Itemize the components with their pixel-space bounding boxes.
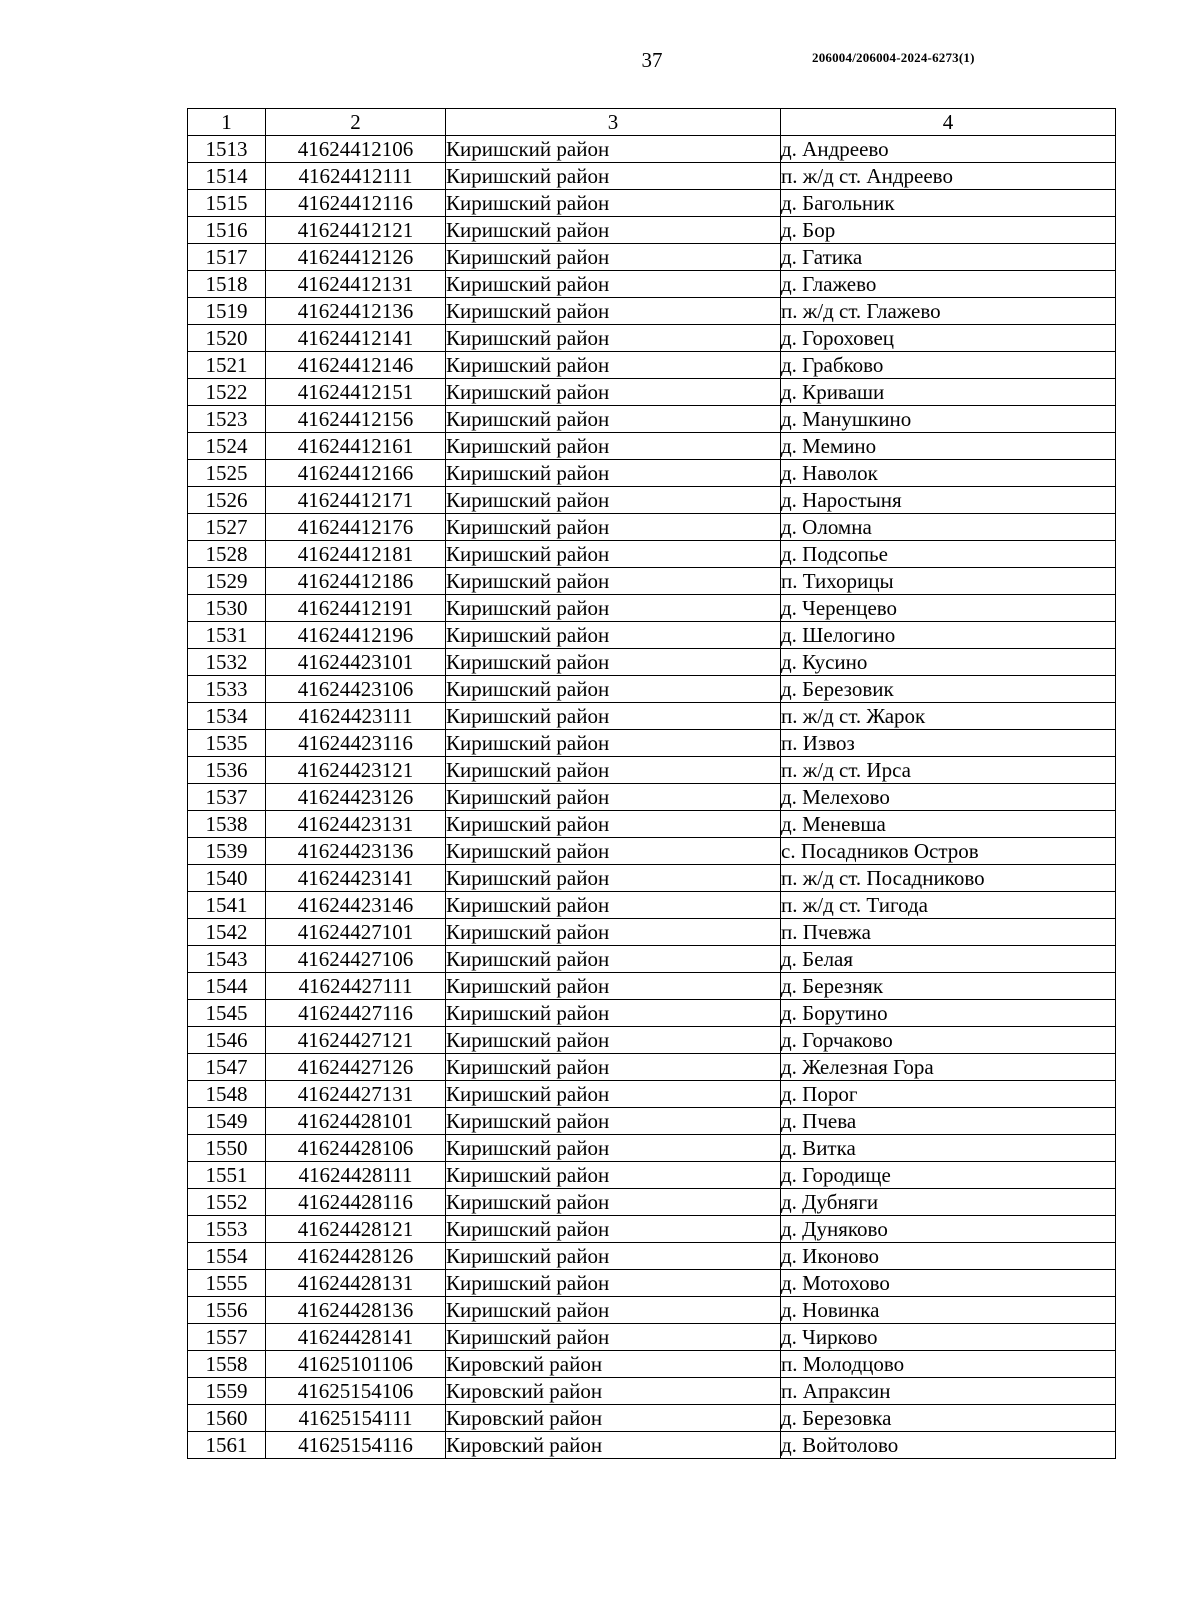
table-row [188,1378,1116,1405]
locality-cell: д. Наволок [781,460,1116,487]
row-number-cell: 1531 [188,622,266,649]
district-cell: Киришский район [446,271,781,298]
code-cell: 41624412151 [266,379,446,406]
code-cell: 41624423101 [266,649,446,676]
locality-cell: п. ж/д ст. Глажево [781,298,1116,325]
table-row [188,1351,1116,1378]
code-cell: 41624412161 [266,433,446,460]
district-cell: Киришский район [446,1081,781,1108]
code-cell: 41624423126 [266,784,446,811]
table-row [188,703,1116,730]
table-row [188,433,1116,460]
district-cell: Киришский район [446,892,781,919]
row-number-cell: 1548 [188,1081,266,1108]
code-cell: 41624428101 [266,1108,446,1135]
locality-cell: п. Извоз [781,730,1116,757]
table-row [188,865,1116,892]
locality-cell: п. ж/д ст. Андреево [781,163,1116,190]
table-row [188,1297,1116,1324]
district-cell: Киришский район [446,1216,781,1243]
locality-cell: д. Черенцево [781,595,1116,622]
code-cell: 41624423131 [266,811,446,838]
locality-cell: д. Гороховец [781,325,1116,352]
district-cell: Киришский район [446,811,781,838]
locality-cell: д. Горчаково [781,1027,1116,1054]
district-cell: Киришский район [446,1054,781,1081]
table-row [188,730,1116,757]
locality-cell: д. Манушкино [781,406,1116,433]
row-number-cell: 1518 [188,271,266,298]
row-number-cell: 1557 [188,1324,266,1351]
district-cell: Киришский район [446,352,781,379]
table-row [188,1162,1116,1189]
district-cell: Киришский район [446,541,781,568]
code-cell: 41624412181 [266,541,446,568]
district-cell: Киришский район [446,1270,781,1297]
table-row [188,352,1116,379]
table-row [188,649,1116,676]
locality-cell: д. Оломна [781,514,1116,541]
locality-cell: д. Меневша [781,811,1116,838]
district-cell: Киришский район [446,757,781,784]
locality-cell: д. Железная Гора [781,1054,1116,1081]
code-cell: 41624412106 [266,136,446,163]
table-row [188,1216,1116,1243]
table-row [188,838,1116,865]
locality-cell: д. Березовка [781,1405,1116,1432]
locality-cell: д. Иконово [781,1243,1116,1270]
row-number-cell: 1542 [188,919,266,946]
locality-cell: п. Апраксин [781,1378,1116,1405]
code-cell: 41624428106 [266,1135,446,1162]
code-cell: 41624412156 [266,406,446,433]
row-number-cell: 1532 [188,649,266,676]
code-cell: 41624412171 [266,487,446,514]
row-number-cell: 1561 [188,1432,266,1459]
code-cell: 41624423116 [266,730,446,757]
row-number-cell: 1543 [188,946,266,973]
district-cell: Киришский район [446,1135,781,1162]
row-number-cell: 1522 [188,379,266,406]
code-cell: 41624412191 [266,595,446,622]
table-row [188,595,1116,622]
table-row [188,298,1116,325]
row-number-cell: 1541 [188,892,266,919]
code-cell: 41624428121 [266,1216,446,1243]
row-number-cell: 1538 [188,811,266,838]
table-row [188,1027,1116,1054]
row-number-cell: 1551 [188,1162,266,1189]
table-row [188,406,1116,433]
district-cell: Киришский район [446,379,781,406]
district-cell: Киришский район [446,514,781,541]
district-cell: Киришский район [446,784,781,811]
locality-cell: д. Мелехово [781,784,1116,811]
district-cell: Кировский район [446,1405,781,1432]
locality-cell: д. Шелогино [781,622,1116,649]
district-cell: Киришский район [446,136,781,163]
locality-cell: п. Тихорицы [781,568,1116,595]
table-row [188,1135,1116,1162]
district-cell: Киришский район [446,622,781,649]
district-cell: Киришский район [446,1297,781,1324]
district-cell: Киришский район [446,406,781,433]
table-row [188,379,1116,406]
row-number-cell: 1534 [188,703,266,730]
district-cell: Киришский район [446,973,781,1000]
row-number-cell: 1515 [188,190,266,217]
table-row [188,1270,1116,1297]
district-cell: Киришский район [446,568,781,595]
row-number-cell: 1523 [188,406,266,433]
code-cell: 41624423141 [266,865,446,892]
table-row [188,163,1116,190]
locality-cell: д. Багольник [781,190,1116,217]
code-cell: 41625101106 [266,1351,446,1378]
locality-cell: д. Белая [781,946,1116,973]
table-row [188,676,1116,703]
row-number-cell: 1549 [188,1108,266,1135]
district-cell: Киришский район [446,1162,781,1189]
table-row [188,217,1116,244]
row-number-cell: 1547 [188,1054,266,1081]
row-number-cell: 1553 [188,1216,266,1243]
district-cell: Киришский район [446,244,781,271]
locality-cell: д. Войтолово [781,1432,1116,1459]
table-row [188,1324,1116,1351]
locality-cell: д. Гатика [781,244,1116,271]
locality-cell: д. Кусино [781,649,1116,676]
row-number-cell: 1520 [188,325,266,352]
code-cell: 41624428126 [266,1243,446,1270]
row-number-cell: 1516 [188,217,266,244]
row-number-cell: 1514 [188,163,266,190]
code-cell: 41624412126 [266,244,446,271]
code-cell: 41624423136 [266,838,446,865]
locality-cell: д. Березняк [781,973,1116,1000]
district-cell: Киришский район [446,1324,781,1351]
district-cell: Киришский район [446,1027,781,1054]
row-number-cell: 1528 [188,541,266,568]
code-cell: 41624427126 [266,1054,446,1081]
table-row [188,1000,1116,1027]
district-cell: Киришский район [446,703,781,730]
row-number-cell: 1536 [188,757,266,784]
locality-cell: д. Дубняги [781,1189,1116,1216]
table-row [188,946,1116,973]
row-number-cell: 1554 [188,1243,266,1270]
locality-cell: д. Грабково [781,352,1116,379]
table-row [188,1243,1116,1270]
column-header-2: 2 [266,109,446,136]
locality-cell: д. Андреево [781,136,1116,163]
code-cell: 41624412141 [266,325,446,352]
code-cell: 41624412111 [266,163,446,190]
row-number-cell: 1539 [188,838,266,865]
locality-cell: п. Пчевжа [781,919,1116,946]
district-cell: Киришский район [446,730,781,757]
table-row [188,622,1116,649]
table-row [188,514,1116,541]
district-cell: Киришский район [446,838,781,865]
row-number-cell: 1530 [188,595,266,622]
locality-cell: д. Новинка [781,1297,1116,1324]
locality-cell: п. ж/д ст. Ирса [781,757,1116,784]
code-cell: 41624412166 [266,460,446,487]
locality-cell: д. Подсопье [781,541,1116,568]
table-row [188,1054,1116,1081]
code-cell: 41624427111 [266,973,446,1000]
row-number-cell: 1517 [188,244,266,271]
table-row [188,784,1116,811]
district-cell: Кировский район [446,1351,781,1378]
column-header-4: 4 [781,109,1116,136]
district-cell: Киришский район [446,649,781,676]
row-number-cell: 1555 [188,1270,266,1297]
table-header-row [188,109,1116,136]
code-cell: 41624423121 [266,757,446,784]
district-cell: Киришский район [446,865,781,892]
locality-cell: д. Криваши [781,379,1116,406]
district-cell: Киришский район [446,433,781,460]
code-cell: 41624427101 [266,919,446,946]
row-number-cell: 1540 [188,865,266,892]
row-number-cell: 1552 [188,1189,266,1216]
table-row [188,244,1116,271]
row-number-cell: 1535 [188,730,266,757]
code-cell: 41624428116 [266,1189,446,1216]
district-cell: Киришский район [446,298,781,325]
row-number-cell: 1556 [188,1297,266,1324]
document-id: 206004/206004-2024-6273(1) [812,50,975,65]
locality-cell: д. Пчева [781,1108,1116,1135]
code-cell: 41624423106 [266,676,446,703]
table-row [188,1108,1116,1135]
code-cell: 41625154116 [266,1432,446,1459]
code-cell: 41624428141 [266,1324,446,1351]
district-cell: Киришский район [446,1000,781,1027]
locality-cell: д. Порог [781,1081,1116,1108]
code-cell: 41625154106 [266,1378,446,1405]
district-cell: Киришский район [446,595,781,622]
row-number-cell: 1529 [188,568,266,595]
district-cell: Киришский район [446,163,781,190]
district-cell: Киришский район [446,460,781,487]
code-cell: 41624427121 [266,1027,446,1054]
locality-cell: д. Дуняково [781,1216,1116,1243]
district-cell: Киришский район [446,1108,781,1135]
district-cell: Киришский район [446,919,781,946]
table-row [188,271,1116,298]
locality-cell: с. Посадников Остров [781,838,1116,865]
locality-cell: д. Витка [781,1135,1116,1162]
locality-cell: п. ж/д ст. Жарок [781,703,1116,730]
locality-cell: д. Городище [781,1162,1116,1189]
locality-cell: д. Наростыня [781,487,1116,514]
locality-cell: д. Чирково [781,1324,1116,1351]
row-number-cell: 1526 [188,487,266,514]
row-number-cell: 1537 [188,784,266,811]
district-cell: Киришский район [446,190,781,217]
table-row [188,811,1116,838]
code-cell: 41624428136 [266,1297,446,1324]
code-cell: 41624412131 [266,271,446,298]
code-cell: 41624412116 [266,190,446,217]
table-row [188,973,1116,1000]
district-cell: Киришский район [446,1243,781,1270]
row-number-cell: 1558 [188,1351,266,1378]
table-row [188,460,1116,487]
code-cell: 41625154111 [266,1405,446,1432]
table-row [188,1432,1116,1459]
table-row [188,1405,1116,1432]
table-row [188,1189,1116,1216]
district-cell: Киришский район [446,217,781,244]
table-row [188,1081,1116,1108]
code-cell: 41624412146 [266,352,446,379]
locality-cell: д. Березовик [781,676,1116,703]
table-row [188,136,1116,163]
row-number-cell: 1545 [188,1000,266,1027]
settlements-table [187,108,1116,1459]
locality-cell: п. ж/д ст. Посадниково [781,865,1116,892]
table-row [188,190,1116,217]
locality-cell: д. Бор [781,217,1116,244]
row-number-cell: 1513 [188,136,266,163]
district-cell: Киришский район [446,325,781,352]
code-cell: 41624412196 [266,622,446,649]
column-header-3: 3 [446,109,781,136]
district-cell: Киришский район [446,946,781,973]
table-body [188,136,1116,1459]
table-row [188,541,1116,568]
code-cell: 41624427131 [266,1081,446,1108]
code-cell: 41624427106 [266,946,446,973]
row-number-cell: 1560 [188,1405,266,1432]
row-number-cell: 1533 [188,676,266,703]
table-row [188,757,1116,784]
row-number-cell: 1524 [188,433,266,460]
code-cell: 41624412186 [266,568,446,595]
locality-cell: д. Глажево [781,271,1116,298]
locality-cell: п. ж/д ст. Тигода [781,892,1116,919]
code-cell: 41624423111 [266,703,446,730]
page-number: 37 [641,48,663,72]
table-row [188,568,1116,595]
row-number-cell: 1527 [188,514,266,541]
code-cell: 41624423146 [266,892,446,919]
table-row [188,325,1116,352]
code-cell: 41624428131 [266,1270,446,1297]
code-cell: 41624427116 [266,1000,446,1027]
table-row [188,892,1116,919]
table-row [188,919,1116,946]
district-cell: Киришский район [446,676,781,703]
locality-cell: п. Молодцово [781,1351,1116,1378]
row-number-cell: 1519 [188,298,266,325]
row-number-cell: 1546 [188,1027,266,1054]
locality-cell: д. Мемино [781,433,1116,460]
district-cell: Киришский район [446,487,781,514]
code-cell: 41624428111 [266,1162,446,1189]
district-cell: Кировский район [446,1432,781,1459]
code-cell: 41624412136 [266,298,446,325]
district-cell: Киришский район [446,1189,781,1216]
row-number-cell: 1544 [188,973,266,1000]
row-number-cell: 1525 [188,460,266,487]
table-row [188,487,1116,514]
locality-cell: д. Мотохово [781,1270,1116,1297]
district-cell: Кировский район [446,1378,781,1405]
code-cell: 41624412121 [266,217,446,244]
locality-cell: д. Борутино [781,1000,1116,1027]
code-cell: 41624412176 [266,514,446,541]
row-number-cell: 1559 [188,1378,266,1405]
column-header-1: 1 [188,109,266,136]
row-number-cell: 1550 [188,1135,266,1162]
row-number-cell: 1521 [188,352,266,379]
